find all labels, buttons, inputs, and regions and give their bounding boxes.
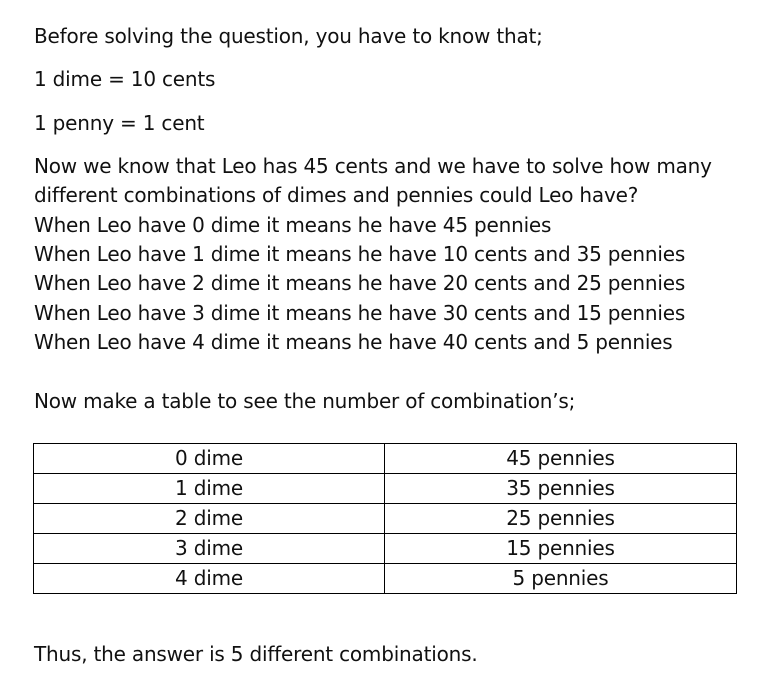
pennies-cell: 25 pennies <box>385 504 737 534</box>
fact-penny: 1 penny = 1 cent <box>34 111 205 135</box>
table-intro-text: Now make a table to see the number of combination’s; <box>34 389 576 413</box>
case-line: When Leo have 2 dime it means he have 20 cents and 25 pennies <box>34 271 686 295</box>
problem-line-2: different combinations of dimes and pennies could Leo have? <box>34 183 639 207</box>
dimes-cell: 3 dime <box>34 534 385 564</box>
combinations-table <box>33 443 737 594</box>
case-line: When Leo have 3 dime it means he have 30 cents and 15 pennies <box>34 301 686 325</box>
problem-line-1: Now we know that Leo has 45 cents and we have to solve how many <box>34 154 712 178</box>
table-row <box>34 444 737 474</box>
pennies-cell: 35 pennies <box>385 474 737 504</box>
dimes-cell: 1 dime <box>34 474 385 504</box>
case-line: When Leo have 1 dime it means he have 10 cents and 35 pennies <box>34 242 686 266</box>
pennies-cell: 5 pennies <box>385 564 737 594</box>
dimes-cell: 2 dime <box>34 504 385 534</box>
dimes-cell: 4 dime <box>34 564 385 594</box>
table-row <box>34 504 737 534</box>
fact-dime: 1 dime = 10 cents <box>34 67 216 91</box>
pennies-cell: 15 pennies <box>385 534 737 564</box>
table-row <box>34 534 737 564</box>
pennies-cell: 45 pennies <box>385 444 737 474</box>
case-line: When Leo have 4 dime it means he have 40 cents and 5 pennies <box>34 330 673 354</box>
conclusion-text: Thus, the answer is 5 different combinations. <box>34 642 478 666</box>
intro-text: Before solving the question, you have to know that; <box>34 24 543 48</box>
table-row <box>34 564 737 594</box>
dimes-cell: 0 dime <box>34 444 385 474</box>
case-line: When Leo have 0 dime it means he have 45 pennies <box>34 213 552 237</box>
table-row <box>34 474 737 504</box>
